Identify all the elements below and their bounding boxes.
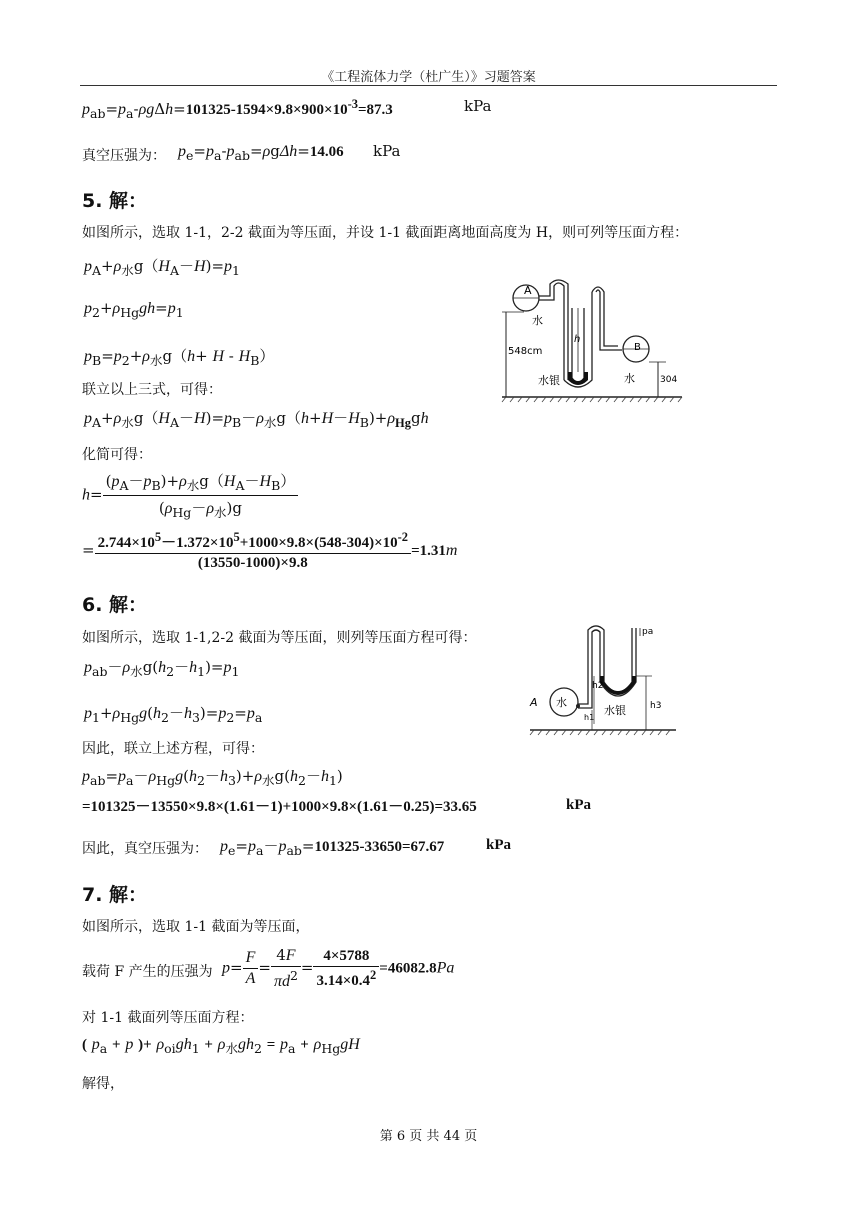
vacuum-label-4: 真空压强为： xyxy=(82,148,166,164)
fig5-label-mercury: 水银 xyxy=(538,374,560,387)
p5-h-formula: h= $\frac{(p_A-p_B)+\rho_水g(H_A-H_B)}{(\rho_{Hg}-\rho_水)g}$ xyxy=(82,470,298,521)
vacuum-unit-4: kPa xyxy=(373,142,401,160)
heading-problem-5: 5. 解： xyxy=(82,190,148,212)
figure-problem-6 xyxy=(528,620,678,738)
p7-load-text: 载荷 F 产生的压强为 xyxy=(82,964,213,980)
p5-combine-text: 联立以上三式，可得： xyxy=(82,382,222,398)
figure-problem-5 xyxy=(498,278,684,404)
fig5-label-b: B xyxy=(634,342,641,353)
fig5-label-548: 548cm xyxy=(508,346,543,357)
p7-solve-text: 解得， xyxy=(82,1076,124,1092)
p5-equation-2: $p_2+\rho_{Hg}gh=p_1$ xyxy=(84,299,184,320)
p5-equation-3: $p_B=p_2+\rho_水g(h+ H - H_B)$ xyxy=(84,347,275,368)
equation-vacuum-4: $p_e=p_a-p_{ab}=\rho g\Delta h=14.06$ xyxy=(178,142,344,163)
p6-equation-4-unit: kPa xyxy=(566,797,592,813)
p6-equation-1: $p_{ab}-\rho_水g(h_2-h_1)=p_1$ xyxy=(84,658,240,679)
problem5-intro: 如图所示，选取 1-1，2-2 截面为等压面，并设 1-1 截面距离地面高度为 H，则可列等压面方程： xyxy=(82,225,689,241)
fig6-label-mercury: 水银 xyxy=(604,704,626,717)
problem7-intro: 如图所示，选取 1-1 截面为等压面， xyxy=(82,919,310,935)
page-footer: 第 6 页 共 44 页 xyxy=(379,1129,478,1144)
fig6-label-h1: h1 xyxy=(584,713,595,722)
heading-problem-7: 7. 解： xyxy=(82,884,148,906)
problem6-intro: 如图所示，选取 1-1,2-2 截面为等压面，则列等压面方程可得： xyxy=(82,630,477,646)
p6-vacuum-label: 因此，真空压强为： xyxy=(82,841,208,857)
p7-load-formula: p= $\frac{F}{A}$ = $\frac{4F}{\pi d^2}$ = $\frac{4\times 5788}{3.14\times 0.4^2}$ =46082.8Pa xyxy=(222,946,455,990)
fig5-label-h: h xyxy=(574,334,581,345)
heading-problem-6: 6. 解： xyxy=(82,594,148,616)
p6-equation-3: $p_{ab}=p_a-\rho_{Hg}g(h_2-h_3)+\rho_水g(h_2-h_1)$ xyxy=(82,767,343,788)
fig6-label-a: A xyxy=(530,696,538,709)
p6-vacuum-unit: kPa xyxy=(486,837,512,853)
p6-equation-2: $p_1+\rho_{Hg}g(h_2-h_3)=p_2=p_a$ xyxy=(84,704,263,725)
p7-equation-1: ( $p_a + p$ )+ $\rho_{oi}gh_1 + \rho_水gh_2 = p_a + \rho_{Hg}gH$ xyxy=(82,1036,360,1056)
fig5-label-water-b: 水 xyxy=(624,372,635,385)
running-header: 《工程流体力学（杜广生）》习题答案 xyxy=(321,70,536,85)
p7-eq-intro: 对 1-1 截面列等压面方程： xyxy=(82,1010,254,1026)
fig5-label-water-a: 水 xyxy=(532,314,543,327)
fig5-label-a: A xyxy=(524,284,532,297)
fig6-label-h3: h3 xyxy=(650,701,662,711)
p6-combine-text: 因此，联立上述方程，可得： xyxy=(82,741,264,757)
p6-vacuum-equation: $p_e=p_a-p_{ab}=101325-33650=67.67$ xyxy=(220,837,445,858)
fig6-label-water: 水 xyxy=(556,696,567,709)
p6-equation-4: =101325－13550×9.8×(1.61－1)+1000×9.8×(1.61－0.25)=33.65 xyxy=(82,799,477,815)
p5-simplify-text: 化简可得： xyxy=(82,447,152,463)
p5-equation-4: $p_A+\rho_水g(H_A-H)=p_B-\rho_水g(h+H-H_B)+\rho_{Hg}gh$ xyxy=(84,409,429,430)
p5-h-calculation: = $\frac{2.744\times 10^5-1.372\times 10^5+1000\times 9.8\times(548-304)\times 10^{-2}}{(13550-1000)\times 9.8}$ =1.31m xyxy=(82,530,458,571)
fig6-label-pa: pa xyxy=(642,627,654,637)
header-rule xyxy=(80,85,777,86)
fig5-label-304: 304 xyxy=(660,375,678,385)
equation-pab-unit: kPa xyxy=(464,97,492,115)
fig6-label-h2: h2 xyxy=(592,681,604,691)
p5-equation-1: $p_A+\rho_水g(H_A-H)=p_1$ xyxy=(84,257,240,278)
equation-pab: $p_{ab}=p_a-\rho g\Delta h=101325-1594\times 9.8\times 900\times 10^{-3}=87.3$ xyxy=(82,97,393,121)
